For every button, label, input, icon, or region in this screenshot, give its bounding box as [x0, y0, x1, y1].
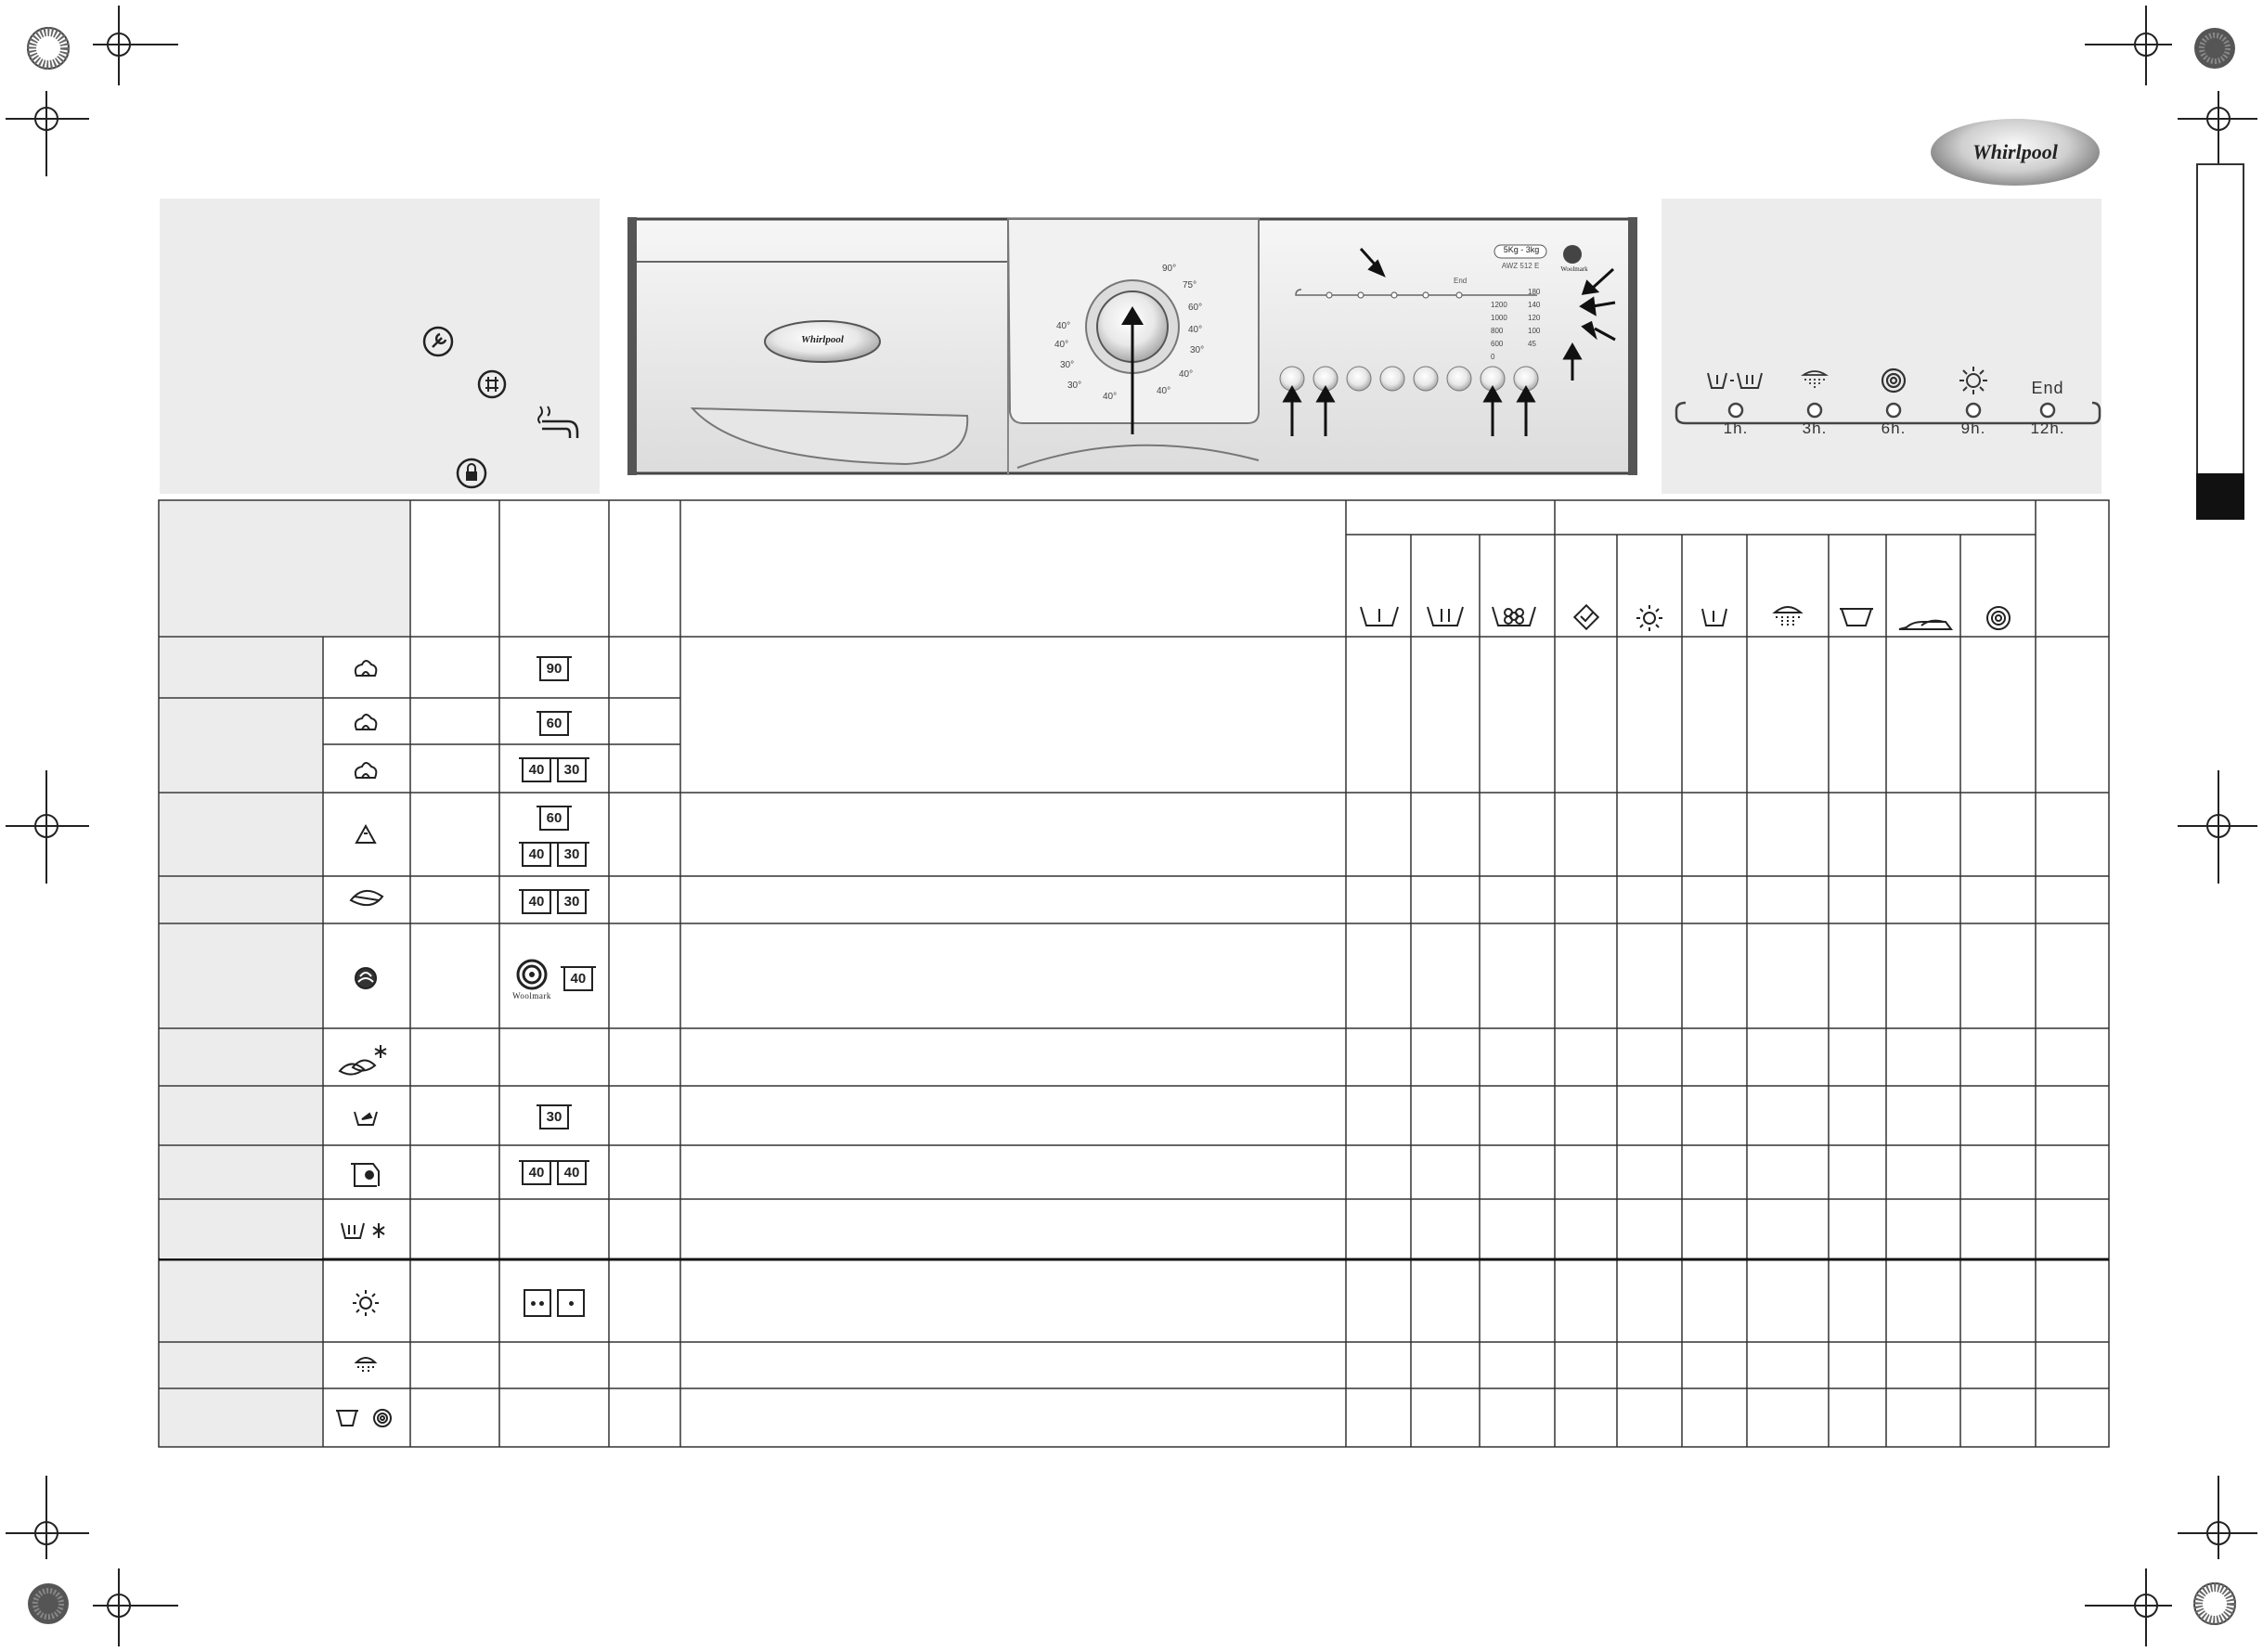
- end-mini-label: End: [1454, 277, 1468, 285]
- synthetic-icon: [356, 826, 375, 843]
- start-icon: [1574, 605, 1597, 628]
- cotton-icon: [356, 763, 376, 778]
- programme-icons: [336, 661, 391, 1426]
- shower-icon: [1775, 607, 1801, 627]
- wash-temp-symbol: 40: [557, 1161, 587, 1185]
- drain-spin-icon: [336, 1410, 391, 1426]
- care-symbol-cell: [500, 1155, 608, 1192]
- wash-temp-symbol: 90: [539, 657, 569, 681]
- rinse-shower-icon: [356, 1358, 375, 1374]
- svg-text:40°: 40°: [1188, 325, 1203, 335]
- wash-temp-symbol: 40: [563, 967, 593, 991]
- brand-logo-text: Whirlpool: [1972, 140, 2058, 163]
- cotton-icon: [356, 715, 376, 729]
- woolmark-label: Woolmark: [512, 991, 551, 1000]
- svg-text:75°: 75°: [1183, 280, 1197, 290]
- speed-list: 1200 1000 800 600 0: [1491, 301, 1507, 361]
- care-symbol-cell: [500, 839, 608, 871]
- care-symbol-cell: [500, 885, 608, 919]
- wash-temp-symbol: 30: [539, 1105, 569, 1129]
- wash-temp-symbol: 40: [522, 758, 551, 782]
- svg-text:40°: 40°: [1179, 369, 1194, 380]
- care-symbol-cell: [500, 947, 608, 1012]
- care-symbol-cell: [500, 804, 608, 833]
- care-symbol-cell: [500, 650, 608, 689]
- mixed-cold-icon: [340, 1045, 386, 1075]
- timer-hour-6: 6h.: [1881, 419, 1907, 437]
- drawer-logo-text: Whirlpool: [801, 334, 844, 345]
- care-symbol-cell: [500, 705, 608, 742]
- tumble-dry-symbol: [524, 1289, 551, 1317]
- woolmark-logo: [512, 958, 551, 1000]
- wash-temp-symbol: 60: [539, 712, 569, 736]
- care-symbol-cell: [500, 1284, 608, 1322]
- wash-temp-symbol: 40: [522, 1161, 551, 1185]
- capacity-label: 5Kg - 3kg: [1503, 245, 1540, 254]
- stain-icon: [1636, 605, 1662, 631]
- shirts-icon: [351, 1164, 379, 1186]
- wash-temp-symbol: 60: [539, 807, 569, 831]
- wash-temp-symbol: 40: [522, 890, 551, 914]
- delicates-icon: [351, 891, 382, 905]
- drain-icon: [1840, 609, 1873, 626]
- care-symbol-cell: [500, 1099, 608, 1136]
- handwash-icon: [355, 1112, 377, 1125]
- timer-hour-9: 9h.: [1960, 419, 1986, 437]
- spin-icon: [1987, 607, 2010, 629]
- timer-hour-3: 3h.: [1802, 419, 1828, 437]
- svg-text:40°: 40°: [1103, 392, 1118, 402]
- svg-text:30°: 30°: [1060, 360, 1075, 370]
- wool-icon: [356, 968, 376, 988]
- prewash-icon: [1361, 607, 1398, 626]
- svg-text:40°: 40°: [1054, 340, 1069, 350]
- woolmark-small-label: Woolmark: [1560, 265, 1588, 273]
- wash-temp-symbol: 30: [557, 890, 587, 914]
- svg-text:60°: 60°: [1188, 303, 1203, 313]
- rinse-icon: [1702, 609, 1726, 626]
- sun-icon: [353, 1290, 379, 1316]
- svg-text:30°: 30°: [1190, 345, 1205, 355]
- timer-hour-12: 12h.: [2030, 419, 2065, 437]
- svg-text:40°: 40°: [1157, 386, 1171, 396]
- timer-hour-1: 1h.: [1723, 419, 1749, 437]
- model-label: AWZ 512 E: [1501, 262, 1540, 270]
- easy-iron-icon: [1899, 621, 1951, 629]
- wash-temp-symbol: 30: [557, 843, 587, 867]
- wash-temp-symbol: 30: [557, 758, 587, 782]
- timer-end-label: End: [2031, 379, 2064, 397]
- svg-text:40°: 40°: [1056, 321, 1071, 331]
- care-symbol-cell: [500, 752, 608, 789]
- tumble-dry-symbol: [557, 1289, 585, 1317]
- softener-icon: [1493, 607, 1535, 626]
- mainwash-icon: [1428, 607, 1463, 626]
- prewash-cold-icon: [342, 1223, 384, 1238]
- wash-temp-symbol: 40: [522, 843, 551, 867]
- table-header-icons: [1361, 605, 2010, 631]
- cotton-icon: [356, 661, 376, 676]
- svg-text:90°: 90°: [1162, 264, 1177, 274]
- svg-text:30°: 30°: [1067, 381, 1082, 391]
- time-list: 180 140 120 100 45: [1528, 288, 1541, 348]
